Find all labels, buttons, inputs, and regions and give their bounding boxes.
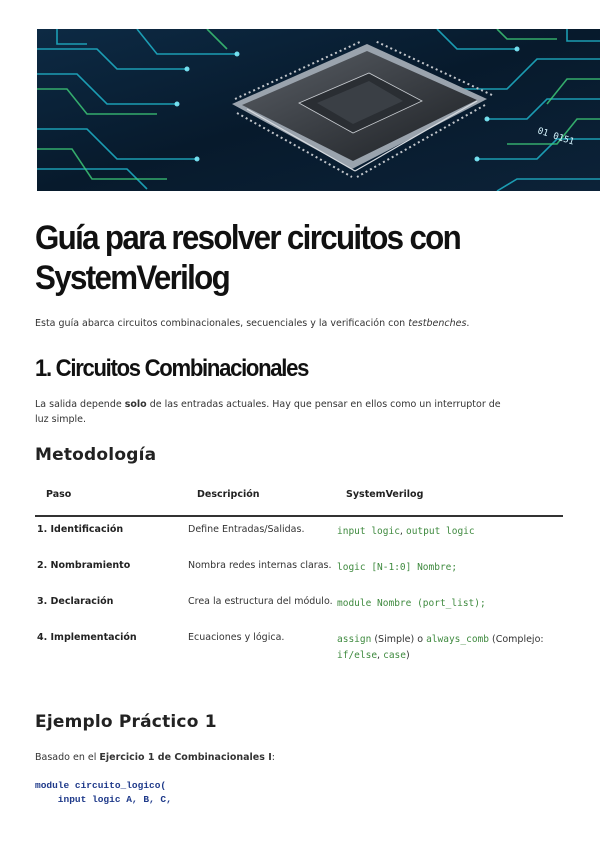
section-bold: solo	[124, 399, 147, 410]
code-sep: ,	[399, 526, 406, 537]
header-paso: Paso	[46, 489, 72, 500]
code-text: (Complejo:	[488, 634, 544, 645]
section-paragraph	[35, 397, 515, 427]
circuit-board-illustration	[37, 29, 600, 191]
based-text: Basado en el	[35, 752, 100, 763]
code-text: )	[405, 650, 410, 661]
row-desc: Crea la estructura del módulo.	[188, 596, 333, 607]
row-step: 4. Implementación	[37, 632, 137, 643]
example-heading: Ejemplo Práctico 1	[35, 712, 217, 732]
row-desc: Define Entradas/Salidas.	[188, 524, 305, 535]
code-line: module circuito_logico(	[35, 780, 167, 791]
table-row	[35, 519, 563, 555]
code-block	[35, 779, 172, 807]
intro-text: Esta guía abarca circuitos combinacionales, secuenciales y la verificación con	[35, 318, 409, 329]
section-heading: 1. Circuitos Combinacionales	[35, 355, 309, 382]
row-step: 1. Identificación	[37, 524, 124, 535]
row-code	[337, 596, 567, 612]
row-code	[337, 560, 567, 576]
header-descripcion: Descripción	[197, 489, 260, 500]
row-step: 3. Declaración	[37, 596, 114, 607]
code-snippet: always_comb	[426, 634, 489, 645]
row-desc: Nombra redes internas claras.	[188, 560, 332, 571]
code-snippet: assign	[337, 634, 372, 645]
table-header	[35, 478, 563, 517]
methodology-table	[35, 478, 563, 671]
intro-emphasis: testbenches	[408, 318, 467, 329]
svg-text:01 0151: 01 0151	[536, 126, 576, 148]
code-text: ,	[377, 650, 384, 661]
hero-image	[37, 29, 600, 191]
page-title: Guía para resolver circuitos con SystemVerilog	[35, 219, 461, 297]
code-line: input logic A, B, C,	[35, 794, 172, 805]
code-snippet: input logic	[337, 526, 400, 537]
code-snippet: module Nombre (port_list);	[337, 598, 486, 609]
row-code	[337, 632, 567, 664]
code-snippet: logic [N-1:0] Nombre;	[337, 562, 458, 573]
table-row	[35, 555, 563, 591]
row-desc: Ecuaciones y lógica.	[188, 632, 285, 643]
based-end: :	[271, 752, 275, 763]
row-step: 2. Nombramiento	[37, 560, 131, 571]
methodology-heading: Metodología	[35, 445, 157, 465]
intro-paragraph	[35, 318, 565, 329]
code-snippet: case	[383, 650, 406, 661]
table-row	[35, 591, 563, 627]
intro-end: .	[466, 318, 470, 329]
section-text-a: La salida depende	[35, 399, 125, 410]
table-row	[35, 627, 563, 671]
example-intro	[35, 752, 275, 763]
row-code	[337, 524, 567, 540]
header-systemverilog: SystemVerilog	[346, 489, 424, 500]
section-text-b: de las entradas actuales. Hay que pensar en ellos como un interruptor de luz simple.	[35, 399, 501, 425]
code-text: (Simple) o	[371, 634, 427, 645]
code-snippet: output logic	[405, 526, 475, 537]
based-bold: Ejercicio 1 de Combinacionales I	[99, 752, 272, 763]
code-snippet: if/else	[337, 650, 378, 661]
